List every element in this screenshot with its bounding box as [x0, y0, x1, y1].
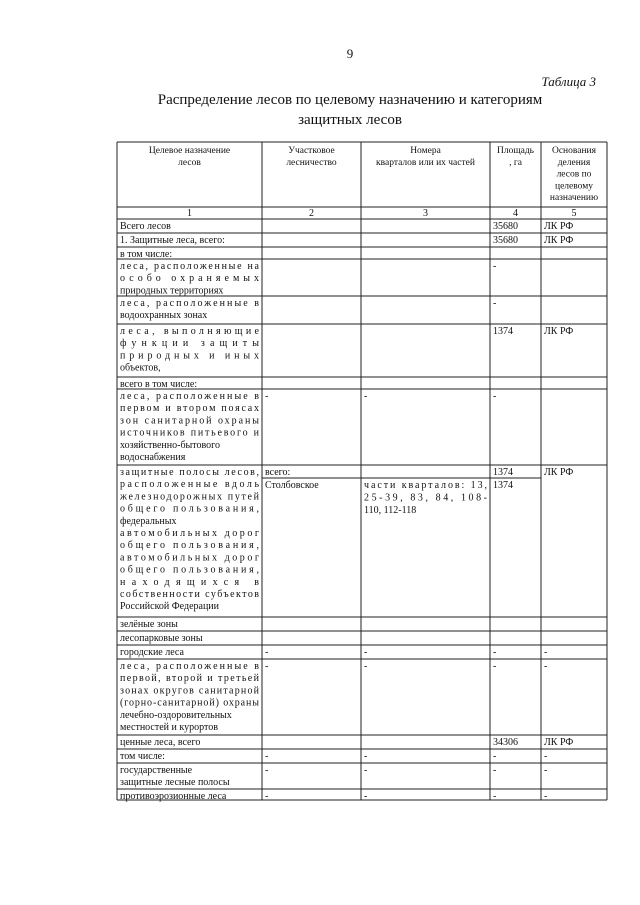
basis-cell: -	[544, 791, 548, 802]
header-basis: назначению	[549, 193, 599, 204]
purpose-cell: общего пользования,	[120, 564, 259, 576]
purpose-cell: (горно-санитарной) охраны	[120, 697, 259, 709]
purpose-cell: всего в том числе:	[120, 379, 198, 390]
purpose-cell: Всего лесов	[120, 221, 171, 232]
header-area: Площадь	[496, 146, 535, 156]
purpose-cell: леса, расположенные в	[120, 661, 259, 672]
purpose-cell: государственные	[120, 765, 193, 776]
header-forestry: Участковое	[288, 146, 335, 156]
header-area: , га	[509, 158, 522, 168]
area-cell: 1374	[493, 480, 513, 491]
basis-cell: -	[544, 751, 548, 762]
purpose-cell: леса, расположенные в	[120, 391, 259, 402]
quarters-cell: -	[364, 791, 368, 802]
area-cell: -	[493, 298, 497, 309]
column-number: 2	[309, 208, 314, 219]
forestry-cell: -	[265, 765, 269, 776]
purpose-cell: автомобильных дорог	[120, 552, 259, 564]
area-cell: 35680	[493, 235, 518, 246]
purpose-cell: водоснабжения	[120, 452, 186, 463]
quarters-cell: -	[364, 391, 368, 402]
area-cell: -	[493, 751, 497, 762]
purpose-cell: автомобильных дорог	[120, 528, 259, 539]
quarters-cell: -	[364, 647, 368, 658]
purpose-cell: железнодорожных путей	[120, 491, 259, 503]
column-number: 1	[187, 208, 192, 219]
purpose-cell: источников питьевого и	[120, 427, 259, 439]
header-basis: целевому	[554, 181, 594, 192]
purpose-cell: особо охраняемых	[120, 273, 259, 285]
area-cell: 1374	[493, 467, 513, 478]
page-number: 9	[346, 46, 354, 61]
basis-cell: ЛК РФ	[544, 235, 574, 246]
forestry-cell: -	[265, 647, 269, 658]
purpose-cell: зелёные зоны	[120, 619, 178, 630]
purpose-cell: федеральных	[120, 515, 177, 527]
purpose-cell: водоохранных зонах	[120, 310, 208, 322]
basis-cell: -	[544, 765, 548, 776]
purpose-cell: защитные полосы лесов,	[120, 467, 259, 478]
basis-cell: ЛК РФ	[544, 737, 574, 748]
table-title-line2: защитных лесов	[298, 112, 402, 128]
quarters-cell: -	[364, 751, 368, 762]
forestry-cell: -	[265, 391, 269, 402]
header-quarters: Номера	[410, 146, 441, 156]
area-cell: 34306	[493, 737, 518, 748]
purpose-cell: природных территориях	[120, 285, 224, 297]
forestry-cell: -	[265, 751, 269, 762]
forestry-cell: Столбовское	[265, 480, 319, 491]
area-cell: 1374	[493, 326, 513, 337]
column-number: 5	[571, 208, 577, 219]
purpose-cell: защитные лесные полосы	[120, 777, 230, 789]
header-basis: Основания	[551, 146, 597, 156]
quarters-cell: части кварталов: 13,	[364, 480, 487, 491]
quarters-cell: -	[364, 765, 368, 776]
purpose-cell: леса, выполняющие	[120, 326, 259, 337]
quarters-cell: -	[364, 661, 368, 672]
purpose-cell: зон санитарной охраны	[120, 415, 259, 427]
forestry-cell: -	[265, 661, 269, 672]
quarters-cell: 110, 112-118	[364, 505, 417, 516]
purpose-cell: том числе:	[120, 751, 165, 762]
header-forestry: лесничество	[286, 158, 337, 168]
header-basis: деления	[557, 157, 591, 168]
basis-cell: -	[544, 661, 548, 672]
purpose-cell: собственности субъектов	[120, 589, 259, 600]
purpose-cell: Российской Федерации	[120, 601, 220, 613]
column-number: 3	[423, 208, 428, 219]
header-quarters: кварталов или их частей	[376, 158, 475, 168]
purpose-cell: леса, расположенные на	[120, 261, 259, 272]
purpose-cell: функции защиты	[120, 338, 259, 350]
purpose-cell: зонах округов санитарной	[120, 685, 259, 697]
header-purpose: Целевое назначение	[148, 146, 231, 156]
area-cell: 35680	[493, 221, 518, 232]
purpose-cell: 1. Защитные леса, всего:	[120, 235, 225, 246]
basis-cell: -	[544, 647, 548, 658]
purpose-cell: находящихся в	[120, 576, 259, 588]
quarters-cell: 25-39, 83, 84, 108-	[364, 492, 487, 504]
purpose-cell: общего пользования,	[120, 540, 259, 552]
purpose-cell: ценные леса, всего	[120, 737, 201, 748]
purpose-cell: лесопарковые зоны	[120, 633, 203, 644]
table-label: Таблица 3	[541, 74, 596, 89]
purpose-cell: хозяйственно-бытового	[120, 439, 221, 451]
area-cell: -	[493, 791, 497, 802]
area-cell: -	[493, 261, 497, 272]
purpose-cell: городские леса	[120, 647, 184, 658]
purpose-cell: природных и иных	[120, 350, 259, 362]
area-cell: -	[493, 391, 497, 402]
forestry-cell: -	[265, 791, 269, 802]
purpose-cell: в том числе:	[120, 249, 173, 260]
table-title-line1: Распределение лесов по целевому назначению и категориям	[157, 92, 543, 108]
basis-cell: ЛК РФ	[544, 221, 574, 232]
column-number: 4	[513, 208, 518, 219]
purpose-cell: местностей и курортов	[120, 722, 218, 733]
basis-cell: ЛК РФ	[544, 467, 574, 478]
table-body	[119, 146, 598, 802]
purpose-cell: леса, расположенные в	[120, 298, 259, 309]
purpose-cell: первом и втором поясах	[120, 403, 259, 415]
area-cell: -	[493, 647, 497, 658]
basis-cell: ЛК РФ	[544, 326, 574, 337]
area-cell: -	[493, 661, 497, 672]
header-purpose: лесов	[178, 158, 201, 168]
purpose-cell: противоэрозионные леса	[120, 791, 227, 802]
purpose-cell: расположенные вдоль	[120, 479, 259, 491]
purpose-cell: объектов,	[120, 362, 161, 374]
purpose-cell: общего пользования,	[120, 503, 259, 515]
header-basis: лесов по	[556, 169, 592, 180]
purpose-cell: первой, второй и третьей	[120, 673, 259, 685]
total-label: всего:	[265, 467, 291, 478]
area-cell: -	[493, 765, 497, 776]
purpose-cell: лечебно-оздоровительных	[120, 709, 232, 721]
